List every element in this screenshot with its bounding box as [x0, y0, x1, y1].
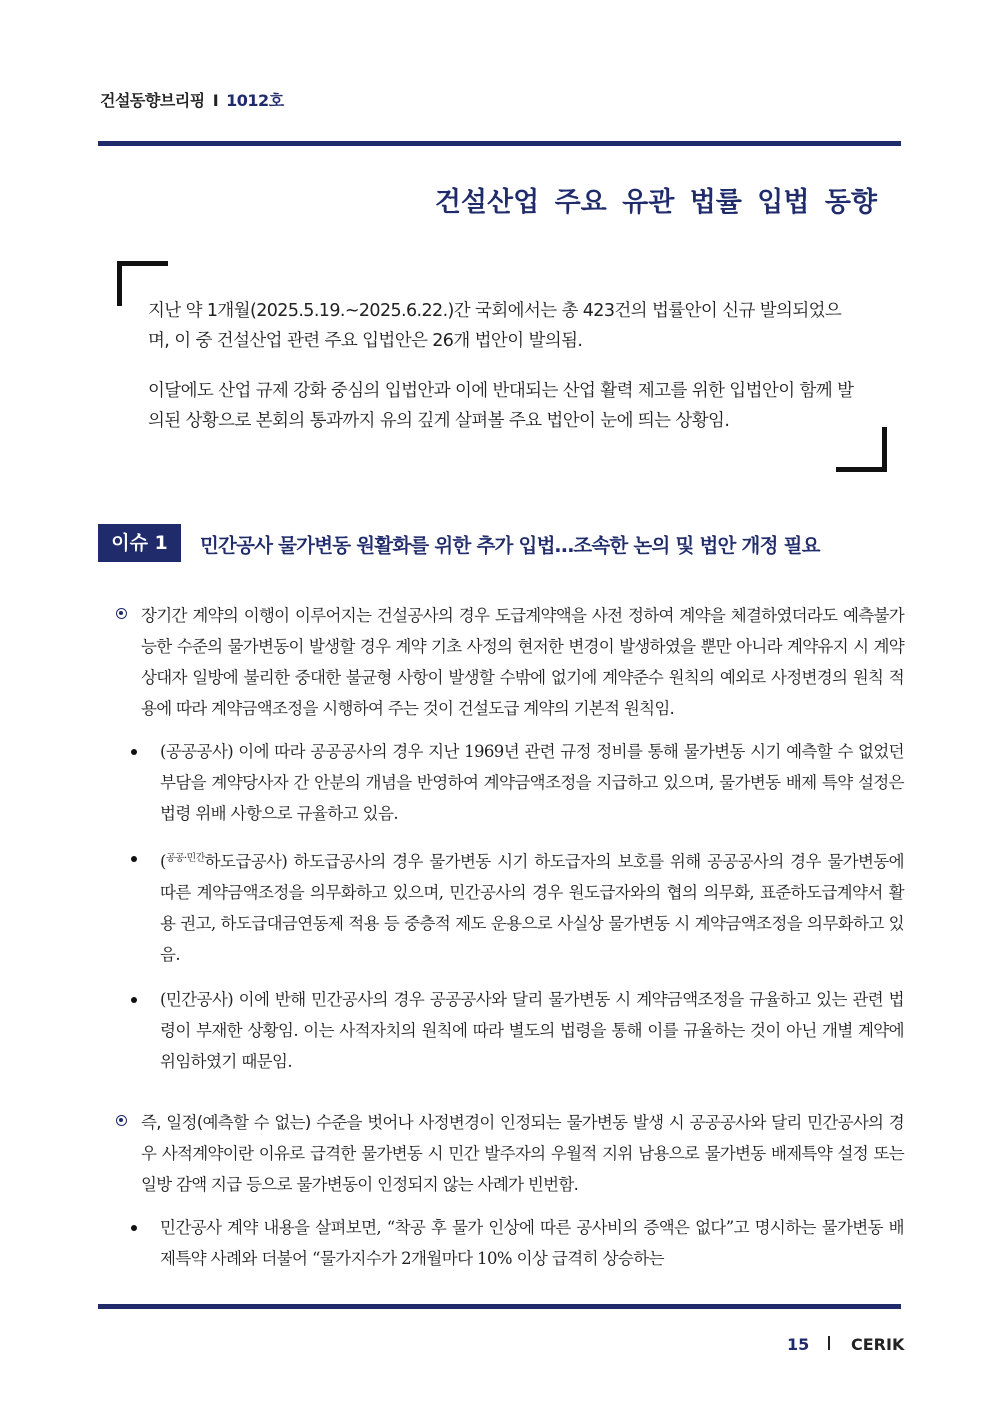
header-separator: I [212, 91, 219, 110]
page-number: 15 [787, 1335, 810, 1354]
organization-name: CERIK [851, 1335, 905, 1354]
footer-separator [828, 1336, 830, 1350]
sub-point-open: ( [160, 852, 166, 871]
sub-point [112, 984, 904, 1077]
publication-name: 건설동향브리핑 [100, 91, 205, 110]
circle-bullet-icon [116, 1115, 127, 1126]
dot-bullet-icon [131, 997, 137, 1003]
main-point-text: 즉, 일정(예측할 수 없는) 수준을 벗어나 사정변경이 인정되는 물가변동 발생 시 공공공사와 달리 민간공사의 경우 사적계약이란 이유로 급격한 물가변동 시 민간 발주자의 우월적 지위 남용으로 물가변동 배제특약 설정 또는 일방 감액 지급 등으로 물가변동이 인정되지 않는 사례가 빈번함. [141, 1113, 904, 1194]
running-header [100, 88, 284, 111]
sub-point-superscript: 공공·민간 [165, 853, 205, 864]
dot-bullet-icon [131, 749, 137, 755]
circle-bullet-icon [116, 608, 127, 619]
sub-point-text: 민간공사 계약 내용을 살펴보면, “착공 후 물가 인상에 따른 공사비의 증액은 없다”고 명시하는 물가변동 배제특약 사례와 더불어 “물가지수가 2개월마다 10% 이상 급격히 상승하는 [160, 1218, 904, 1268]
bottom-divider [98, 1304, 901, 1309]
body-content [112, 600, 904, 1274]
summary-close-bracket [836, 427, 887, 472]
sub-point [112, 736, 904, 829]
dot-bullet-icon [131, 856, 137, 862]
main-point [112, 600, 904, 724]
sub-point [112, 843, 904, 970]
main-point-text: 장기간 계약의 이행이 이루어지는 건설공사의 경우 도급계약액을 사전 정하여 계약을 체결하였더라도 예측불가능한 수준의 물가변동이 발생할 경우 계약 기초 사정의 현저한 변경이 발생하였을 뿐만 아니라 계약유지 시 계약상대자 일방에 불리한 중대한 불균형 사항이 발생할 수밖에 없기에 계약준수 원칙의 예외로 사정변경의 원칙 적용에 따라 계약금액조정을 시행하여 주는 것이 건설도급 계약의 기본적 원칙임. [141, 606, 904, 718]
top-divider [98, 141, 901, 146]
sub-point-text: (공공공사) 이에 따라 공공공사의 경우 지난 1969년 관련 규정 정비를 통해 물가변동 시기 예측할 수 없었던 부담을 계약당사자 간 안분의 개념을 반영하여 계약금액조정을 지급하고 있으며, 물가변동 배제 특약 설정은 법령 위배 사항으로 규율하고 있음. [160, 742, 904, 823]
page-title: 건설산업 주요 유관 법률 입법 동향 [434, 187, 877, 218]
summary-paragraph: 이달에도 산업 규제 강화 중심의 입법안과 이에 반대되는 산업 활력 제고를 위한 입법안이 함께 발의된 상황으로 본회의 통과까지 유의 깊게 살펴볼 주요 법안이 눈에 띄는 상황임. [148, 381, 854, 431]
dot-bullet-icon [131, 1225, 137, 1231]
sub-point-text: 하도급공사) 하도급공사의 경우 물가변동 시기 하도급자의 보호를 위해 공공공사의 경우 물가변동에 따른 계약금액조정을 의무화하고 있으며, 민간공사의 경우 원도급자와의 협의 의무화, 표준하도급계약서 활용 권고, 하도급대금연동제 적용 등 중층적 제도 운용으로 사실상 물가변동 시 계약금액조정을 의무화하고 있음. [160, 852, 904, 964]
issue-title: 민간공사 물가변동 원활화를 위한 추가 입법…조속한 논의 및 법안 개정 필요 [200, 534, 820, 557]
sub-point-text: (민간공사) 이에 반해 민간공사의 경우 공공공사와 달리 물가변동 시 계약금액조정을 규율하고 있는 관련 법령이 부재한 상황임. 이는 사적자치의 원칙에 따라 별도의 법령을 통해 이를 규율하는 것이 아닌 개별 계약에 위임하였기 때문임. [160, 990, 904, 1071]
issue-number: 1012호 [226, 91, 284, 110]
summary-box [148, 296, 860, 456]
sub-point [112, 1212, 904, 1274]
issue-label: 이슈 1 [98, 524, 181, 562]
main-point [112, 1107, 904, 1200]
summary-paragraph: 지난 약 1개월(2025.5.19.~2025.6.22.)간 국회에서는 총 423건의 법률안이 신규 발의되었으며, 이 중 건설산업 관련 주요 입법안은 26개 법안이 발의됨. [148, 301, 842, 351]
